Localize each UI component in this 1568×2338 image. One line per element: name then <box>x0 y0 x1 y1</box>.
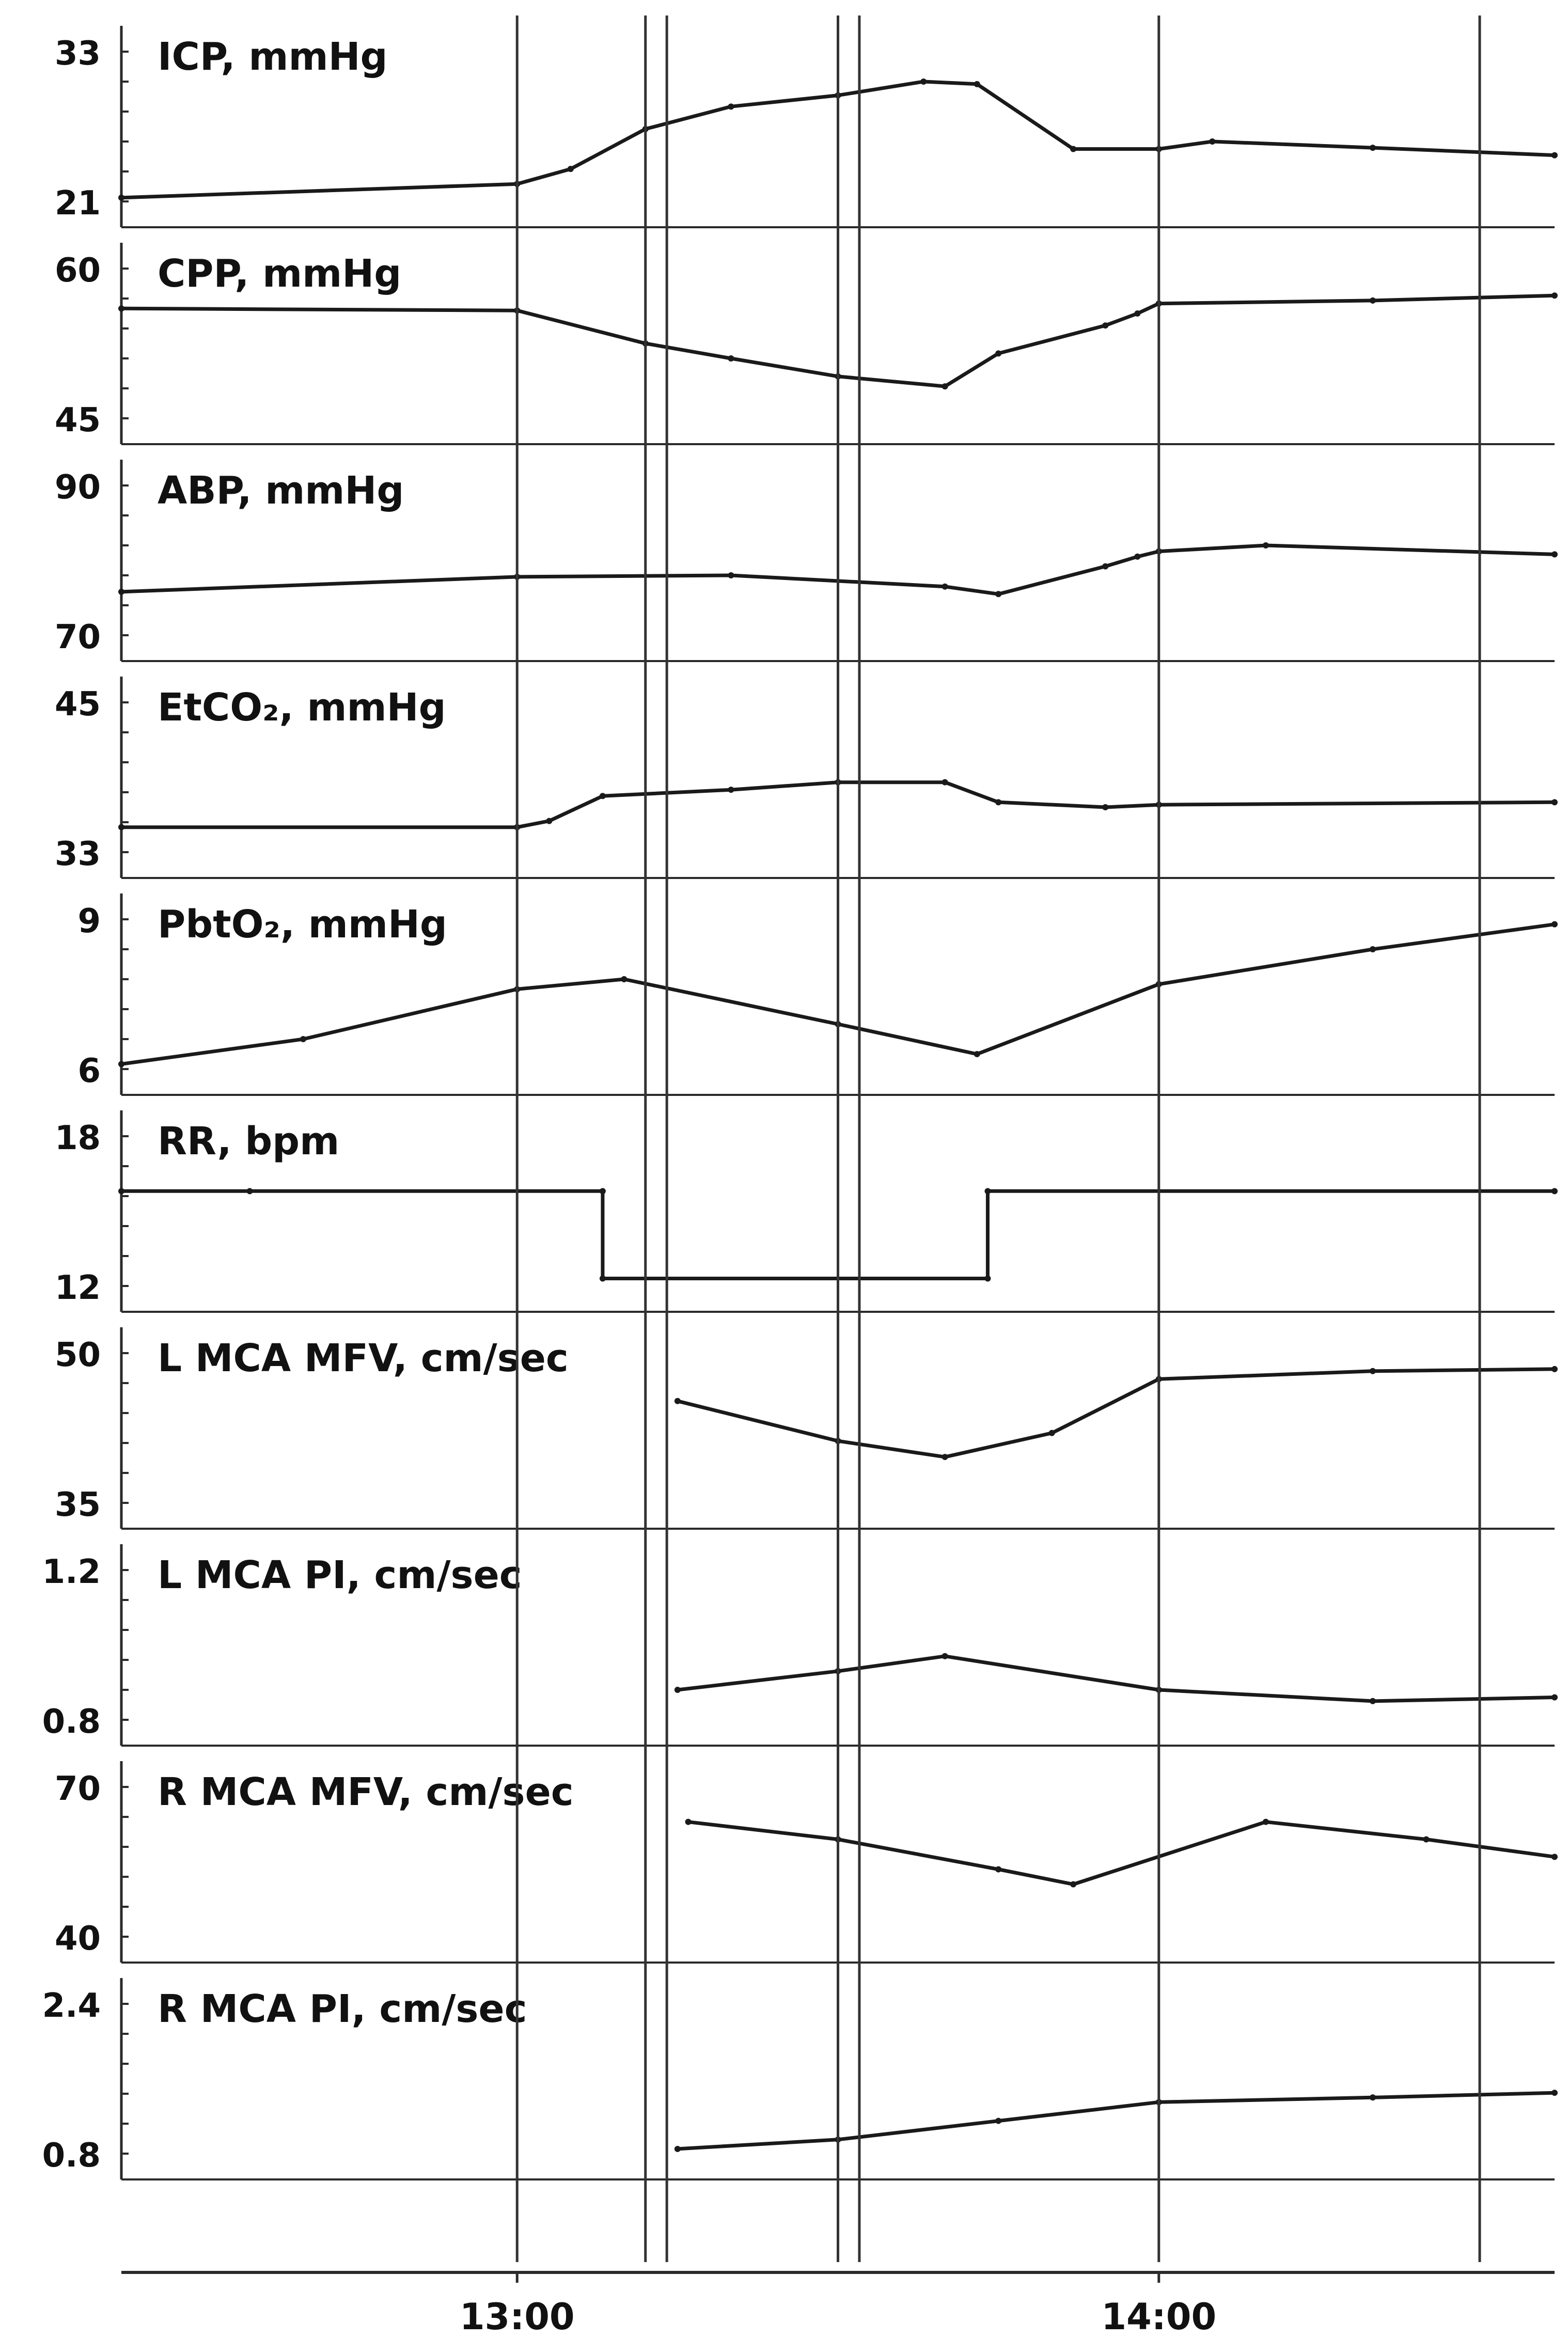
panel-label: CPP, mmHg <box>158 252 402 296</box>
data-point <box>942 1653 948 1659</box>
data-point <box>728 572 734 578</box>
data-point <box>685 1819 692 1825</box>
panels-group <box>42 26 1558 2179</box>
panel-9 <box>55 1761 1558 1963</box>
y-tick-label-bottom: 35 <box>54 1486 101 1524</box>
data-point <box>118 305 124 311</box>
data-point <box>568 166 574 172</box>
panel-4 <box>55 677 1558 878</box>
data-point <box>1370 297 1376 304</box>
data-point <box>995 350 1001 356</box>
panel-3 <box>55 460 1558 661</box>
data-point <box>600 793 606 799</box>
y-tick-label-top: 50 <box>54 1336 101 1374</box>
data-point <box>942 584 948 590</box>
data-point <box>1551 2090 1558 2096</box>
data-point <box>118 1188 124 1194</box>
data-point <box>1134 554 1140 560</box>
y-tick-label-bottom: 12 <box>54 1269 101 1307</box>
data-point <box>1209 138 1215 145</box>
data-point <box>1070 1881 1076 1888</box>
data-point <box>1551 1854 1558 1860</box>
data-point <box>942 383 948 389</box>
y-tick-label-top: 70 <box>54 1770 101 1808</box>
panel-label: EtCO₂, mmHg <box>158 685 446 730</box>
data-point <box>728 103 734 109</box>
panel-1 <box>55 26 1558 227</box>
series-line <box>678 2093 1555 2149</box>
data-point <box>974 1051 980 1057</box>
panel-label: R MCA MFV, cm/sec <box>158 1770 574 1814</box>
series-line <box>688 1822 1555 1885</box>
data-point <box>546 818 552 824</box>
data-point <box>942 1454 948 1460</box>
panel-2 <box>55 243 1558 444</box>
data-point <box>1102 804 1108 810</box>
panel-label: ICP, mmHg <box>158 35 388 79</box>
data-point <box>974 81 980 87</box>
data-point <box>300 1036 306 1042</box>
panel-10 <box>42 1978 1558 2179</box>
data-point <box>1370 1368 1376 1374</box>
y-tick-label-top: 1.2 <box>42 1553 101 1591</box>
data-point <box>995 591 1001 597</box>
panel-label: RR, bpm <box>158 1119 340 1164</box>
data-point <box>1551 921 1558 928</box>
data-point <box>1263 1819 1269 1825</box>
data-point <box>600 1188 606 1194</box>
data-point <box>1551 1694 1558 1701</box>
y-tick-label-bottom: 45 <box>54 401 101 440</box>
data-point <box>247 1188 253 1194</box>
data-point <box>1102 563 1108 570</box>
data-point <box>995 2118 1001 2124</box>
panel-6 <box>55 1110 1558 1312</box>
data-point <box>995 1866 1001 1873</box>
data-point <box>1551 1366 1558 1372</box>
data-point <box>675 2146 681 2152</box>
y-tick-label-bottom: 33 <box>54 835 101 873</box>
y-tick-label-bottom: 6 <box>77 1052 101 1090</box>
series-line <box>678 1656 1555 1701</box>
data-point <box>1370 1698 1376 1704</box>
data-point <box>118 824 124 830</box>
panel-label: ABP, mmHg <box>158 468 404 513</box>
series-line <box>678 1369 1555 1457</box>
data-point <box>1370 145 1376 151</box>
data-point <box>995 799 1001 805</box>
data-point <box>1551 551 1558 557</box>
data-point <box>1423 1837 1429 1843</box>
data-point <box>920 79 927 85</box>
y-tick-label-top: 90 <box>54 468 101 507</box>
data-point <box>1370 946 1376 952</box>
data-point <box>1134 310 1140 317</box>
x-tick-label: 13:00 <box>459 2296 575 2338</box>
y-tick-label-bottom: 70 <box>54 618 101 656</box>
data-point <box>1551 292 1558 299</box>
data-point <box>600 1276 606 1282</box>
data-point <box>1263 542 1269 548</box>
data-point <box>984 1188 991 1194</box>
data-point <box>118 195 124 201</box>
y-tick-label-top: 18 <box>54 1119 101 1157</box>
panel-label: PbtO₂, mmHg <box>158 902 447 947</box>
panel-7 <box>55 1327 1558 1529</box>
data-point <box>984 1276 991 1282</box>
data-point <box>942 779 948 786</box>
data-point <box>118 1061 124 1067</box>
panel-8 <box>42 1544 1558 1746</box>
y-tick-label-bottom: 21 <box>54 184 101 223</box>
data-point <box>1551 152 1558 159</box>
panel-label: L MCA MFV, cm/sec <box>158 1336 569 1380</box>
panel-label: R MCA PI, cm/sec <box>158 1987 527 2031</box>
data-point <box>1551 1188 1558 1194</box>
data-point <box>1102 322 1108 328</box>
y-tick-label-top: 33 <box>54 35 101 73</box>
y-tick-label-top: 9 <box>77 902 101 940</box>
panel-label: L MCA PI, cm/sec <box>158 1553 522 1597</box>
y-tick-label-bottom: 0.8 <box>42 2137 101 2175</box>
y-tick-label-top: 2.4 <box>42 1987 101 2025</box>
data-point <box>1049 1430 1055 1436</box>
y-tick-label-bottom: 40 <box>54 1920 101 1958</box>
panel-5 <box>77 893 1558 1095</box>
data-point <box>728 355 734 362</box>
data-point <box>1370 2094 1376 2100</box>
y-tick-label-top: 60 <box>54 252 101 290</box>
data-point <box>1070 146 1076 152</box>
data-point <box>675 1398 681 1404</box>
data-point <box>1551 799 1558 805</box>
y-tick-label-bottom: 0.8 <box>42 1703 101 1741</box>
data-point <box>118 589 124 595</box>
data-point <box>621 976 627 982</box>
data-point <box>675 1687 681 1693</box>
x-tick-label: 14:00 <box>1101 2296 1217 2338</box>
data-point <box>728 787 734 793</box>
x-axis-group <box>121 2272 1555 2338</box>
y-tick-label-top: 45 <box>54 685 101 724</box>
